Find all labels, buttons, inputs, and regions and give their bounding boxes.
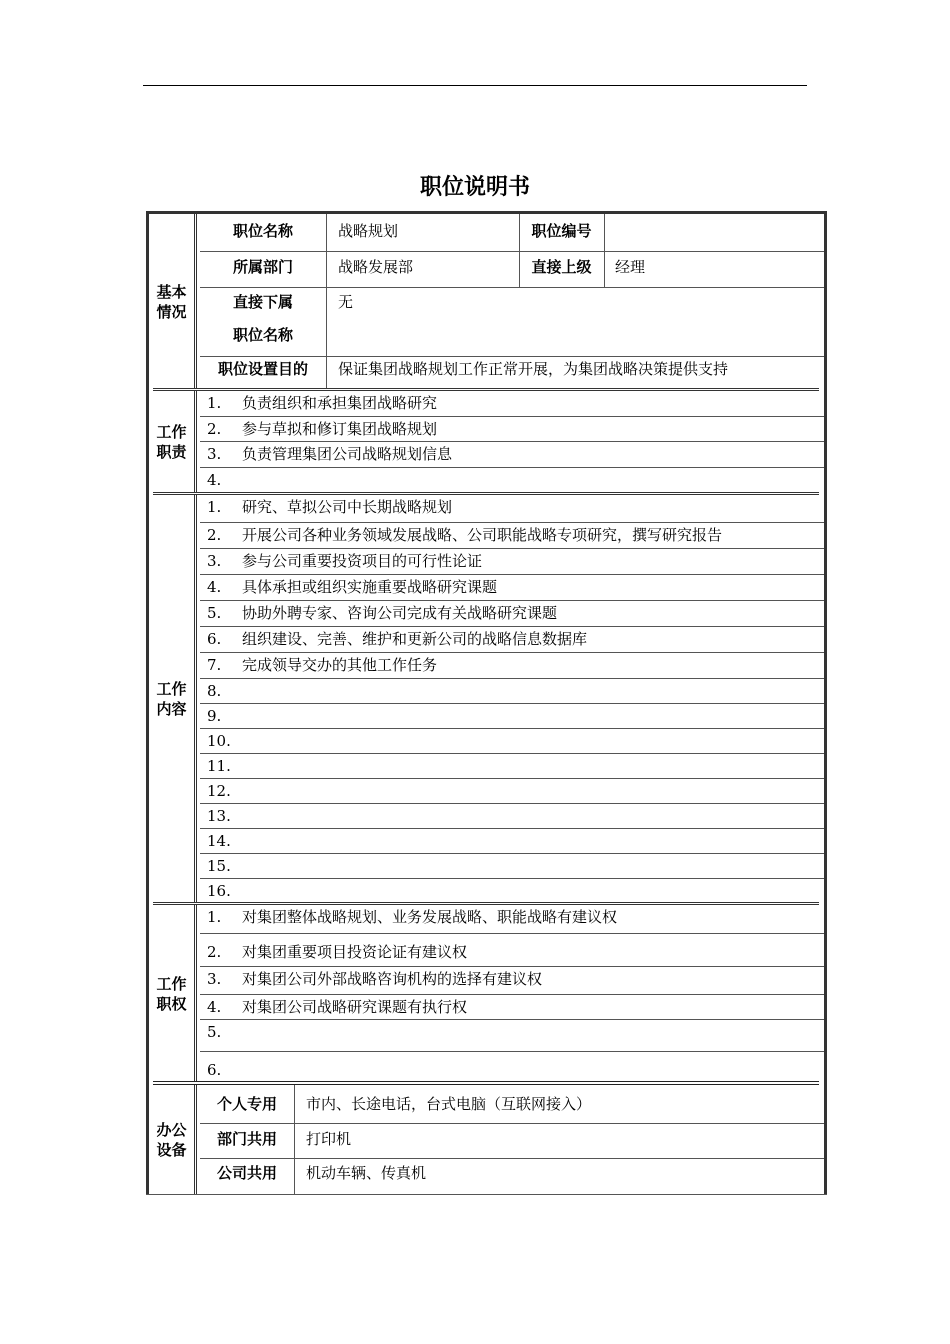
item-text: 具体承担或组织实施重要战略研究课题 [242, 578, 498, 596]
list-item [200, 468, 824, 493]
item-number: 11. [207, 757, 231, 775]
item-number: 1. [207, 908, 222, 926]
list-item [200, 995, 824, 1020]
item-number: 16. [207, 882, 231, 900]
section-label-line: 工作 [156, 680, 187, 698]
superior-value: 经理 [615, 258, 646, 276]
item-number: 3. [207, 445, 222, 463]
section-label-line: 基本 [156, 282, 187, 301]
item-number: 4. [207, 471, 222, 489]
item-number: 15. [207, 857, 231, 875]
item-number: 2. [207, 526, 222, 544]
item-number: 4. [207, 578, 222, 596]
list-item [200, 729, 824, 754]
grid-line [200, 356, 824, 357]
list-item [200, 879, 824, 903]
section-equipment [149, 1085, 824, 1194]
item-number: 14. [207, 832, 231, 850]
grid-line [200, 1123, 824, 1124]
subordinate-value: 无 [338, 293, 354, 311]
item-number: 7. [207, 656, 222, 674]
item-text: 对集团整体战略规划、业务发展战略、职能战略有建议权 [242, 908, 618, 926]
equipment-value-department: 打印机 [306, 1130, 352, 1148]
department-label: 所属部门 [232, 258, 293, 276]
list-item [200, 934, 824, 967]
section-label-equipment [149, 1085, 197, 1194]
item-number: 1. [207, 498, 222, 516]
list-item [200, 779, 824, 804]
item-number: 1. [207, 394, 222, 412]
list-item [200, 854, 824, 879]
item-number: 8. [207, 682, 222, 700]
position-no-label: 职位编号 [531, 222, 592, 240]
list-item [200, 627, 824, 653]
equipment-label-personal: 个人专用 [216, 1095, 277, 1113]
item-text: 参与草拟和修订集团战略规划 [242, 420, 438, 438]
purpose-value: 保证集团战略规划工作正常开展，为集团战略决策提供支持 [338, 360, 729, 378]
item-number: 5. [207, 1023, 222, 1041]
equipment-value-personal: 市内、长途电话，台式电脑（互联网接入） [306, 1095, 592, 1113]
section-work-content [149, 495, 824, 903]
list-item [200, 417, 824, 442]
list-item [200, 829, 824, 854]
list-item [200, 704, 824, 729]
item-number: 6. [207, 1061, 222, 1079]
department-value: 战略发展部 [338, 258, 414, 276]
item-number: 2. [207, 943, 222, 961]
list-item [200, 754, 824, 779]
equipment-value-company: 机动车辆、传真机 [306, 1164, 427, 1182]
grid-line [200, 287, 824, 288]
item-text: 开展公司各种业务领域发展战略、公司职能战略专项研究，撰写研究报告 [242, 526, 723, 544]
item-number: 12. [207, 782, 231, 800]
table-bottom-border [146, 1194, 827, 1195]
item-text: 对集团公司外部战略咨询机构的选择有建议权 [242, 970, 543, 988]
section-label-line: 设备 [156, 1140, 187, 1159]
grid-line [200, 251, 824, 252]
section-label-line: 办公 [156, 1120, 187, 1139]
section-duties [149, 391, 824, 493]
list-item [200, 601, 824, 627]
section-label-line: 职权 [156, 994, 187, 1013]
list-item [200, 967, 824, 995]
equipment-label-company: 公司共用 [216, 1164, 277, 1182]
section-label-content [149, 495, 197, 903]
item-text: 协助外聘专家、咨询公司完成有关战略研究课题 [242, 604, 558, 622]
section-label-line: 内容 [156, 700, 187, 718]
list-item [200, 1020, 824, 1052]
grid-line [326, 214, 327, 356]
purpose-label: 职位设置目的 [217, 360, 308, 378]
section-label-line: 情况 [156, 302, 187, 321]
position-name-label: 职位名称 [232, 222, 293, 240]
item-number: 13. [207, 807, 231, 825]
section-label-basic [149, 214, 197, 389]
section-authority [149, 905, 824, 1082]
subordinate-label-line2: 职位名称 [232, 326, 293, 344]
item-number: 2. [207, 420, 222, 438]
item-text: 研究、草拟公司中长期战略规划 [242, 498, 453, 516]
section-basic-info [149, 214, 824, 389]
item-text: 负责管理集团公司战略规划信息 [242, 445, 453, 463]
item-number: 9. [207, 707, 222, 725]
item-number: 3. [207, 970, 222, 988]
grid-line [294, 1085, 295, 1194]
list-item [200, 679, 824, 704]
item-text: 组织建设、完善、维护和更新公司的战略信息数据库 [242, 630, 588, 648]
list-item [200, 549, 824, 575]
list-item [200, 495, 824, 523]
list-item [200, 523, 824, 549]
item-number: 5. [207, 604, 222, 622]
grid-line [200, 1158, 824, 1159]
grid-line [326, 356, 327, 389]
section-label-line: 职责 [156, 443, 187, 461]
item-number: 3. [207, 552, 222, 570]
position-name-value: 战略规划 [338, 222, 399, 240]
item-number: 10. [207, 732, 231, 750]
subordinate-label: 直接下属 [232, 293, 293, 311]
list-item [200, 804, 824, 829]
item-number: 4. [207, 998, 222, 1016]
list-item [200, 905, 824, 934]
item-text: 参与公司重要投资项目的可行性论证 [242, 552, 483, 570]
item-text: 对集团公司战略研究课题有执行权 [242, 998, 468, 1016]
section-label-authority [149, 905, 197, 1082]
section-label-line: 工作 [156, 423, 187, 441]
header-rule [143, 85, 807, 86]
page-title: 职位说明书 [419, 175, 530, 200]
superior-label: 直接上级 [531, 258, 592, 276]
item-text: 完成领导交办的其他工作任务 [242, 656, 438, 674]
equipment-label-department: 部门共用 [216, 1130, 277, 1148]
section-label-duties [149, 391, 197, 493]
list-item [200, 1052, 824, 1082]
list-item [200, 442, 824, 468]
section-label-line: 工作 [156, 974, 187, 993]
list-item [200, 391, 824, 417]
list-item [200, 653, 824, 679]
item-number: 6. [207, 630, 222, 648]
list-item [200, 575, 824, 601]
item-text: 负责组织和承担集团战略研究 [242, 394, 438, 412]
item-text: 对集团重要项目投资论证有建议权 [242, 943, 468, 961]
